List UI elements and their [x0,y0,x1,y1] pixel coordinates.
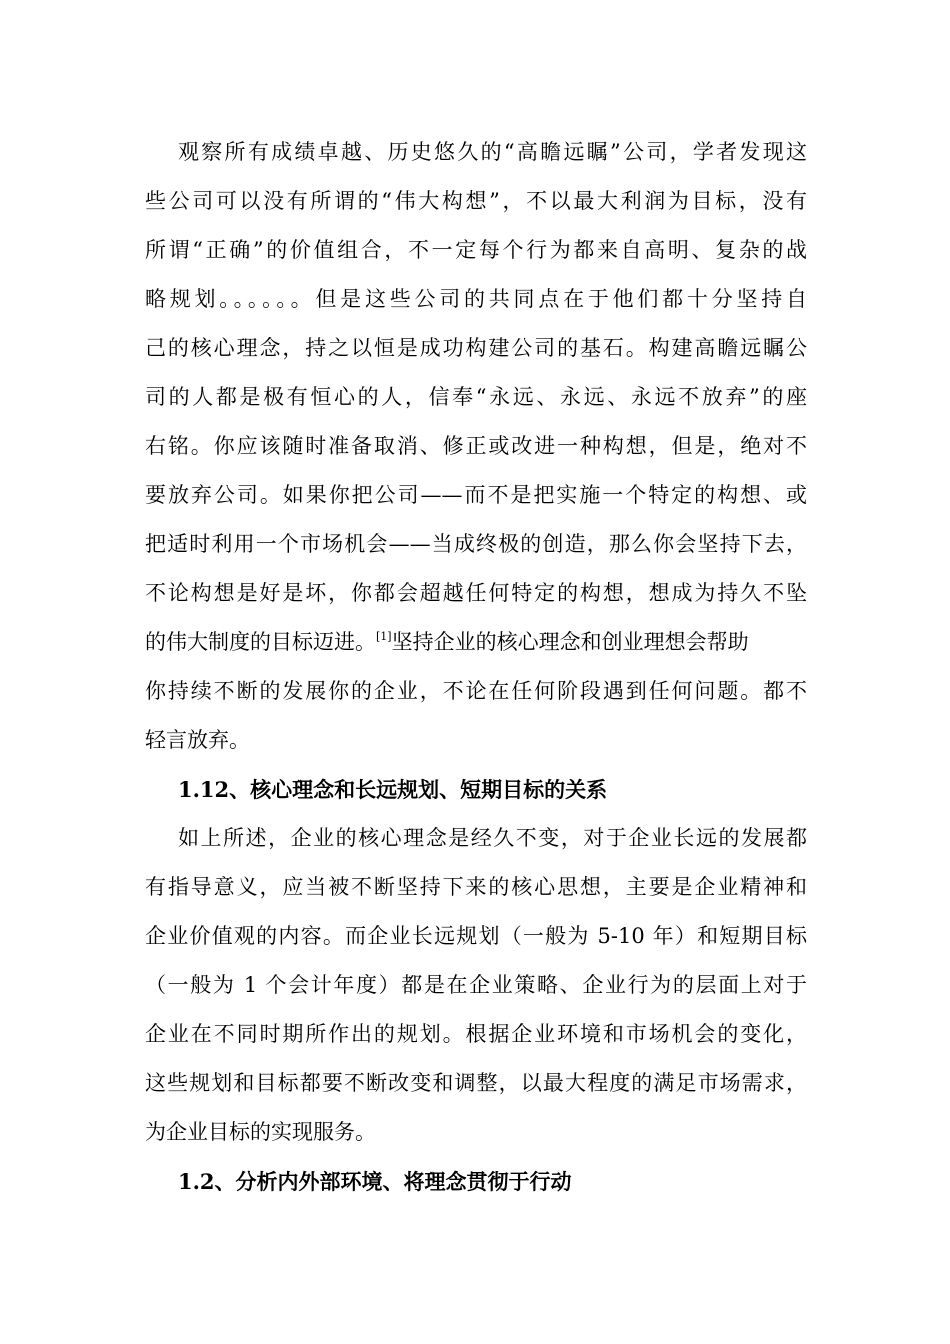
line-text-before: 的伟大制度的目标迈进。 [145,630,376,654]
paragraph-line: 司的人都是极有恒心的人，信奉“永远、永远、永远不放弃”的座 [145,385,807,409]
section-heading-1-2: 1.2、分析内外部环境、将理念贯彻于行动 [178,1169,572,1194]
line-text-after: 坚持企业的核心理念和创业理想会帮助 [391,630,749,654]
paragraph-line: 你持续不断的发展你的企业，不论在任何阶段遇到任何问题。都不 [145,679,807,703]
paragraph-line: 企业在不同时期所作出的规划。根据企业环境和市场机会的变化， [145,1022,807,1046]
paragraph-line: 如上所述，企业的核心理念是经久不变，对于企业长远的发展都 [178,826,807,850]
paragraph-line: （一般为 1 个会计年度）都是在企业策略、企业行为的层面上对于 [145,973,807,997]
paragraph-line: 把适时利用一个市场机会——当成终极的创造，那么你会坚持下去， [145,532,807,556]
paragraph-line: 不论构想是好是坏，你都会超越任何特定的构想，想成为持久不坠 [145,581,807,605]
paragraph-line: 己的核心理念，持之以恒是成功构建公司的基石。构建高瞻远瞩公 [145,336,807,360]
paragraph-line-with-footnote [145,618,807,667]
paragraph-line: 有指导意义，应当被不断坚持下来的核心思想，主要是企业精神和 [145,875,807,899]
paragraph-line: 为企业目标的实现服务。 [145,1120,376,1144]
section-heading-1-12: 1.12、核心理念和长远规划、短期目标的关系 [178,777,608,802]
paragraph-line: 所谓“正确”的价值组合，不一定每个行为都来自高明、复杂的战 [145,238,807,262]
paragraph-line: 些公司可以没有所谓的“伟大构想”，不以最大利润为目标，没有 [145,189,807,213]
document-body [145,128,807,1206]
paragraph-line: 略规划。。。。。。但是这些公司的共同点在于他们都十分坚持自 [145,287,807,311]
paragraph-line: 这些规划和目标都要不断改变和调整，以最大程度的满足市场需求， [145,1071,807,1095]
footnote-reference[interactable]: [1] [376,630,392,643]
paragraph-relationship [145,814,807,1157]
paragraph-line: 要放弃公司。如果你把公司——而不是把实施一个特定的构想、或 [145,483,807,507]
paragraph-core-philosophy [145,128,807,765]
paragraph-line: 企业价值观的内容。而企业长远规划（一般为 5-10 年）和短期目标 [145,924,807,948]
paragraph-line: 观察所有成绩卓越、历史悠久的“高瞻远瞩”公司，学者发现这 [178,140,807,164]
paragraph-line: 右铭。你应该随时准备取消、修正或改进一种构想，但是，绝对不 [145,434,807,458]
paragraph-line: 轻言放弃。 [145,728,250,752]
